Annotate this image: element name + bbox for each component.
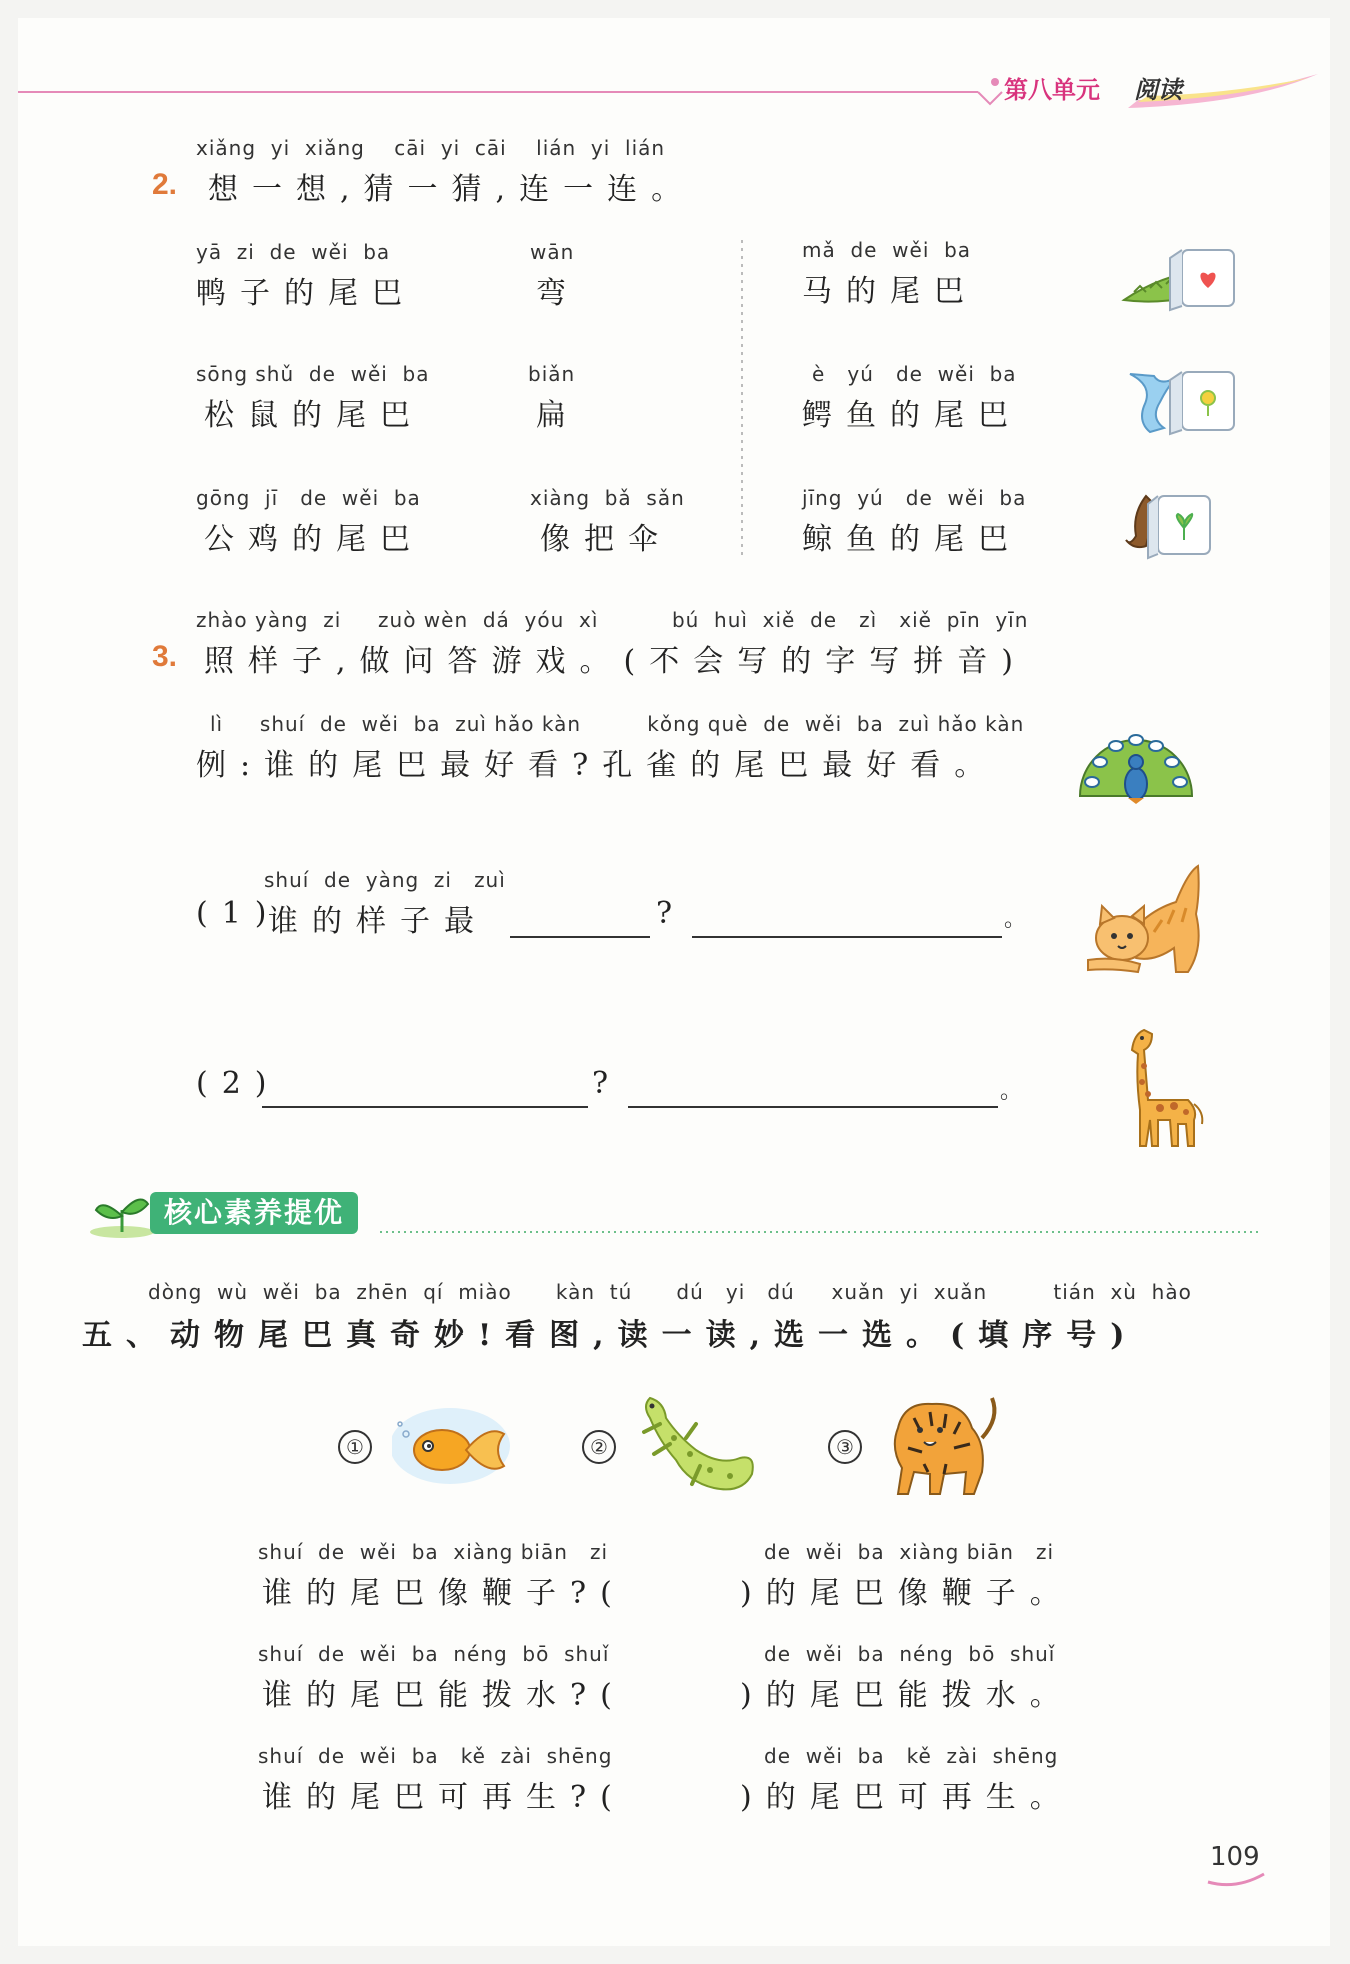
q2-row3-mid-pinyin: xiàng bǎ sǎn [530, 486, 685, 510]
q2-row2-right-pinyin: è yú de wěi ba [812, 362, 1017, 386]
q5-line1-q-pinyin: shuí de wěi ba xiàng biān zi [258, 1540, 609, 1564]
page-number: 109 [1210, 1842, 1260, 1872]
q2-row3-left-pinyin: gōng jī de wěi ba [196, 486, 421, 510]
q2-row3-mid: 像把伞 [540, 522, 672, 557]
q2-row3-left: 公鸡的尾巴 [204, 522, 424, 557]
tail-card-horse [1122, 490, 1222, 560]
q2-row3-right: 鲸鱼的尾巴 [802, 522, 1022, 557]
giraffe-illustration [1118, 1020, 1208, 1150]
q2-row1-mid-pinyin: wān [530, 240, 575, 264]
goldfish-illustration [392, 1404, 510, 1484]
q2-row2-left-pinyin: sōng shǔ de wěi ba [196, 362, 430, 386]
q3-item1-label: (1) [196, 896, 281, 931]
q2-row1-mid: 弯 [536, 276, 580, 311]
q3-item2-label: (2) [196, 1066, 281, 1101]
banner-divider [380, 1230, 1260, 1234]
q5-pinyin: dòng wù wěi ba zhēn qí miào kàn tú dú yi dú xuǎn yi xuǎn tián xù hào [148, 1280, 1192, 1304]
q2-number: 2. [152, 168, 178, 201]
tail-card-whale [1120, 366, 1240, 438]
q2-row2-left: 松鼠的尾巴 [204, 398, 424, 433]
q5-line2-question: 谁的尾巴能拨水?( [262, 1678, 626, 1713]
q3-item2-blank-b[interactable] [628, 1106, 998, 1108]
q2-row2-mid: 扁 [536, 398, 580, 433]
q2-row3-right-pinyin: jīng yú de wěi ba [802, 486, 1027, 510]
q5-line3-question: 谁的尾巴可再生?( [262, 1780, 626, 1815]
q2-instruction: 想一想,猜一猜,连一连。 [208, 172, 696, 207]
q2-pinyin: xiǎng yi xiǎng cāi yi cāi lián yi lián [196, 136, 666, 160]
q3-item1-pinyin: shuí de yàng zi zuì [264, 868, 506, 892]
cat-illustration [1084, 852, 1214, 982]
choice-2: ② [582, 1430, 616, 1464]
q3-instruction: 照样子,做问答游戏。(不会写的字写拼音) [204, 644, 1027, 679]
q2-row1-right: 马的尾巴 [802, 274, 978, 309]
q5-line2-a-pinyin: de wěi ba néng bō shuǐ [764, 1642, 1056, 1666]
q3-item2-qmark: ? [592, 1066, 623, 1101]
q5-line2-q-pinyin: shuí de wěi ba néng bō shuǐ [258, 1642, 610, 1666]
choice-3: ③ [828, 1430, 862, 1464]
q2-divider [740, 240, 744, 560]
q3-number: 3. [152, 640, 178, 673]
tiger-illustration [874, 1388, 1004, 1502]
q2-row1-right-pinyin: mǎ de wěi ba [802, 238, 972, 262]
section-title: 阅读 [1134, 76, 1182, 104]
q3-pinyin: zhào yàng zi zuò wèn dá yóu xì bú huì xiě de zì xiě pīn yīn [196, 608, 1029, 632]
q3-item1-blank-b[interactable] [692, 936, 1002, 938]
unit-title: 第八单元 [1004, 76, 1100, 104]
section-banner: 核心素养提优 [150, 1192, 358, 1234]
q3-item1-blank-a[interactable] [510, 936, 650, 938]
q5-line3-answer: )的尾巴可再生。 [740, 1780, 1074, 1815]
sprout-icon [88, 1188, 156, 1240]
q3-item2-period: 。 [1000, 1079, 1037, 1104]
q5-line2-answer: )的尾巴能拨水。 [740, 1678, 1074, 1713]
q3-item1-qmark: ? [656, 896, 687, 931]
q2-row1-left: 鸭子的尾巴 [196, 276, 416, 311]
q3-item1-period: 。 [1004, 907, 1041, 932]
tail-card-crocodile [1120, 244, 1240, 314]
q3-item2-blank-a[interactable] [262, 1106, 588, 1108]
q3-example: 例:谁的尾巴最好看?孔雀的尾巴最好看。 [196, 748, 999, 783]
choice-1: ① [338, 1430, 372, 1464]
gecko-illustration [630, 1388, 760, 1502]
q3-item1-text: 谁的样子最 [268, 904, 488, 939]
peacock-illustration [1074, 712, 1198, 812]
page-number-swoosh [1206, 1872, 1266, 1888]
q5-line3-a-pinyin: de wěi ba kě zài shēng [764, 1744, 1059, 1768]
q5-line1-question: 谁的尾巴像鞭子?( [262, 1576, 626, 1611]
q3-example-pinyin: lì shuí de wěi ba zuì hǎo kàn kǒng què de wěi ba zuì hǎo kàn [210, 712, 1025, 736]
q5-line3-q-pinyin: shuí de wěi ba kě zài shēng [258, 1744, 613, 1768]
q5-line1-answer: )的尾巴像鞭子。 [740, 1576, 1074, 1611]
q5-instruction: 五、动物尾巴真奇妙!看图,读一读,选一选。(填序号) [82, 1318, 1139, 1353]
q5-line1-a-pinyin: de wěi ba xiàng biān zi [764, 1540, 1055, 1564]
q2-row1-left-pinyin: yā zi de wěi ba [196, 240, 391, 264]
q2-row2-right: 鳄鱼的尾巴 [802, 398, 1022, 433]
q2-row2-mid-pinyin: biǎn [528, 362, 576, 386]
